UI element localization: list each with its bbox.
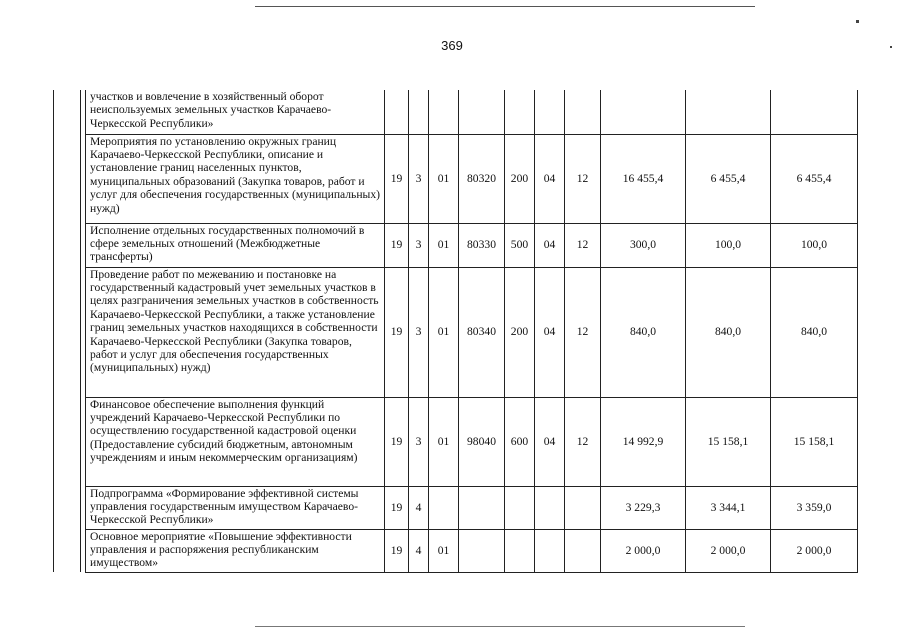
row-name-cell: участков и вовлечение в хозяйственный оборот неиспользуемых земельных участков Карачаево-Черкесской Республики» [86,90,385,134]
code-section-cell: 04 [535,397,565,486]
table-row [54,397,858,486]
amount-year-3-cell: 840,0 [771,267,858,397]
amount-year-2-cell: 840,0 [686,267,771,397]
code-program-cell: 19 [385,397,409,486]
code-subsection-cell: 12 [565,397,601,486]
code-activity-cell [429,486,459,529]
code-direction-cell [459,90,505,134]
amount-year-1-cell [601,90,686,134]
left-margin-cell [54,134,81,223]
row-name-cell: Финансовое обеспечение выполнения функций учреждений Карачаево-Черкесской Республики по осуществлению государственной кадастровой оценки (Предоставление субсидий бюджетным, автономным учреждениям и иным некоммерческим организациям) [86,397,385,486]
amount-year-2-cell: 6 455,4 [686,134,771,223]
code-expense-type-cell [505,90,535,134]
amount-year-2-cell [686,90,771,134]
code-expense-type-cell: 200 [505,134,535,223]
code-section-cell: 04 [535,267,565,397]
row-name-cell: Исполнение отдельных государственных полномочий в сфере земельных отношений (Межбюджетные трансферты) [86,223,385,267]
code-section-cell [535,486,565,529]
code-expense-type-cell: 600 [505,397,535,486]
left-margin-cell [54,90,81,134]
code-subsection-cell: 12 [565,267,601,397]
code-subsection-cell: 12 [565,223,601,267]
code-program-cell: 19 [385,267,409,397]
code-activity-cell: 01 [429,267,459,397]
amount-year-1-cell: 300,0 [601,223,686,267]
page-number: 369 [441,38,463,53]
code-section-cell: 04 [535,223,565,267]
code-section-cell [535,529,565,572]
code-program-cell: 19 [385,134,409,223]
budget-table [53,90,858,573]
left-margin-cell [54,486,81,529]
code-subprogram-cell: 4 [409,529,429,572]
code-subsection-cell [565,90,601,134]
scan-mark [856,20,859,23]
amount-year-2-cell: 3 344,1 [686,486,771,529]
code-expense-type-cell: 500 [505,223,535,267]
code-section-cell [535,90,565,134]
code-subprogram-cell [409,90,429,134]
code-direction-cell [459,486,505,529]
code-subprogram-cell: 3 [409,223,429,267]
table-row [54,486,858,529]
code-program-cell [385,90,409,134]
table-row [54,529,858,572]
code-subprogram-cell: 4 [409,486,429,529]
table-row [54,267,858,397]
left-margin-cell [54,397,81,486]
code-direction-cell: 80340 [459,267,505,397]
amount-year-3-cell [771,90,858,134]
code-activity-cell: 01 [429,134,459,223]
bottom-scan-rule [255,626,745,627]
table-row [54,223,858,267]
top-scan-rule [255,6,755,7]
code-subsection-cell [565,529,601,572]
code-expense-type-cell [505,486,535,529]
code-direction-cell: 80320 [459,134,505,223]
amount-year-1-cell: 14 992,9 [601,397,686,486]
code-subsection-cell: 12 [565,134,601,223]
amount-year-1-cell: 2 000,0 [601,529,686,572]
code-program-cell: 19 [385,486,409,529]
amount-year-2-cell: 100,0 [686,223,771,267]
row-name-cell: Мероприятия по установлению окружных границ Карачаево-Черкесской Республики, описание и установление границ населенных пунктов, муниципальных образований (Закупка товаров, работ и услуг для обеспечения государственных (муниципальных) нужд) [86,134,385,223]
left-margin-cell [54,223,81,267]
left-margin-cell [54,529,81,572]
code-subprogram-cell: 3 [409,267,429,397]
amount-year-3-cell: 2 000,0 [771,529,858,572]
amount-year-3-cell: 100,0 [771,223,858,267]
amount-year-1-cell: 3 229,3 [601,486,686,529]
table-row [54,90,858,134]
code-activity-cell: 01 [429,529,459,572]
code-program-cell: 19 [385,223,409,267]
amount-year-1-cell: 840,0 [601,267,686,397]
row-name-cell: Проведение работ по межеванию и постановке на государственный кадастровый учет земельных участков в целях разграничения земельных участков в собственность Карачаево-Черкесской Республики, а также установление границ земельных участков находящихся в собственности Карачаево-Черкесской Республики (Закупка товаров, работ и услуг для обеспечения государственных (муниципальных) нужд) [86,267,385,397]
amount-year-3-cell: 6 455,4 [771,134,858,223]
code-expense-type-cell: 200 [505,267,535,397]
code-section-cell: 04 [535,134,565,223]
row-name-cell: Подпрограмма «Формирование эффективной системы управления государственным имуществом Карачаево-Черкесской Республики» [86,486,385,529]
code-activity-cell: 01 [429,223,459,267]
code-direction-cell: 98040 [459,397,505,486]
code-activity-cell [429,90,459,134]
code-subprogram-cell: 3 [409,397,429,486]
table-row [54,134,858,223]
code-subprogram-cell: 3 [409,134,429,223]
amount-year-2-cell: 2 000,0 [686,529,771,572]
amount-year-3-cell: 3 359,0 [771,486,858,529]
code-expense-type-cell [505,529,535,572]
code-subsection-cell [565,486,601,529]
amount-year-1-cell: 16 455,4 [601,134,686,223]
code-direction-cell: 80330 [459,223,505,267]
row-name-cell: Основное мероприятие «Повышение эффективности управления и распоряжения республиканским имуществом» [86,529,385,572]
amount-year-2-cell: 15 158,1 [686,397,771,486]
code-direction-cell [459,529,505,572]
code-program-cell: 19 [385,529,409,572]
amount-year-3-cell: 15 158,1 [771,397,858,486]
left-margin-cell [54,267,81,397]
code-activity-cell: 01 [429,397,459,486]
